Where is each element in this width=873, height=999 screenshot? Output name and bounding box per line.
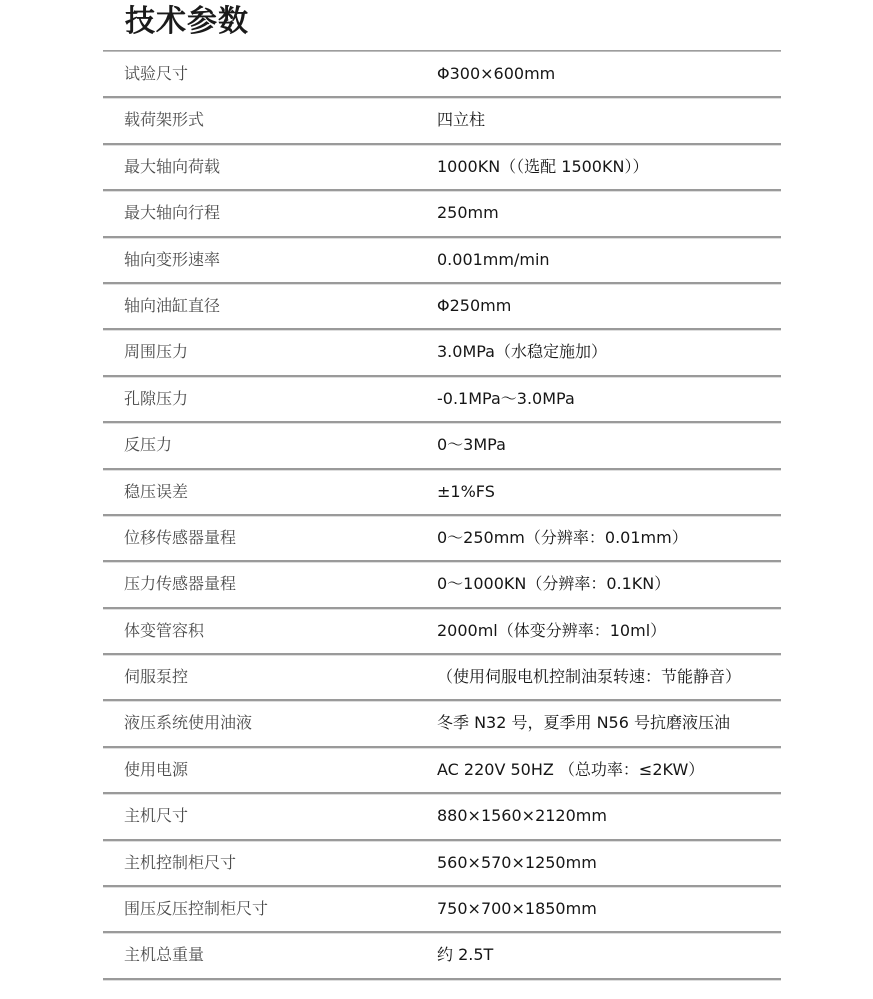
row-label: 体变管容积	[124, 620, 205, 640]
row-label: 反压力	[124, 435, 173, 455]
row-label: 最大轴向荷载	[124, 156, 221, 176]
row-value: 560×570×1250mm	[437, 852, 597, 872]
row-label: 位移传感器量程	[124, 527, 237, 547]
row-value: 880×1560×2120mm	[437, 806, 607, 826]
row-value: 2000ml（体变分辨率：10ml）	[437, 620, 667, 640]
table-row	[103, 377, 781, 423]
spec-table	[103, 50, 781, 980]
table-row	[103, 887, 781, 933]
row-value: 250mm	[437, 203, 499, 223]
row-label: 主机尺寸	[124, 806, 189, 826]
row-value: -0.1MPa～3.0MPa	[437, 388, 575, 408]
row-label: 伺服泵控	[124, 667, 189, 687]
page-title: 技术参数	[125, 4, 249, 39]
table-row	[103, 933, 781, 979]
table-row	[103, 238, 781, 284]
row-label: 主机控制柜尺寸	[124, 852, 237, 872]
row-label: 最大轴向行程	[124, 203, 221, 223]
row-value: 0～1000KN（分辨率：0.1KN）	[437, 574, 671, 594]
row-value: 约 2.5T	[437, 945, 494, 965]
row-value: 1000KN（（选配 1500KN））	[437, 156, 649, 176]
table-row	[103, 284, 781, 330]
table-row	[103, 470, 781, 516]
table-row	[103, 516, 781, 562]
row-value: Φ250mm	[437, 295, 512, 315]
row-value: （使用伺服电机控制油泵转速：节能静音）	[437, 667, 742, 687]
table-row	[103, 562, 781, 608]
table-row	[103, 841, 781, 887]
row-label: 使用电源	[124, 759, 189, 779]
row-value: 冬季 N32 号，夏季用 N56 号抗磨液压油	[437, 713, 731, 733]
row-label: 孔隙压力	[124, 388, 189, 408]
row-label: 周围压力	[124, 342, 189, 362]
row-value: AC 220V 50HZ （总功率：≤2KW）	[437, 759, 705, 779]
table-row	[103, 191, 781, 237]
row-value: 0～250mm（分辨率：0.01mm）	[437, 527, 688, 547]
row-label: 载荷架形式	[124, 110, 205, 130]
row-label: 轴向变形速率	[124, 249, 221, 269]
row-value: 四立柱	[437, 110, 486, 130]
row-value: 750×700×1850mm	[437, 899, 597, 919]
table-row	[103, 701, 781, 747]
table-row	[103, 609, 781, 655]
row-value: 0～3MPa	[437, 435, 506, 455]
row-value: 3.0MPa（水稳定施加）	[437, 342, 607, 362]
row-label: 压力传感器量程	[124, 574, 237, 594]
row-label: 稳压误差	[124, 481, 189, 501]
table-row	[103, 98, 781, 144]
table-row	[103, 145, 781, 191]
row-label: 主机总重量	[124, 945, 205, 965]
row-value: 0.001mm/min	[437, 249, 550, 269]
row-label: 试验尺寸	[124, 64, 189, 83]
row-value: ±1%FS	[437, 481, 495, 501]
row-value: Φ300×600mm	[437, 64, 556, 83]
table-row	[103, 655, 781, 701]
row-label: 轴向油缸直径	[124, 295, 221, 315]
row-label: 液压系统使用油液	[124, 713, 253, 733]
table-row	[103, 748, 781, 794]
table-row	[103, 423, 781, 469]
row-label: 围压反压控制柜尺寸	[124, 899, 269, 919]
table-row	[103, 52, 781, 98]
table-row	[103, 794, 781, 840]
table-row	[103, 330, 781, 376]
